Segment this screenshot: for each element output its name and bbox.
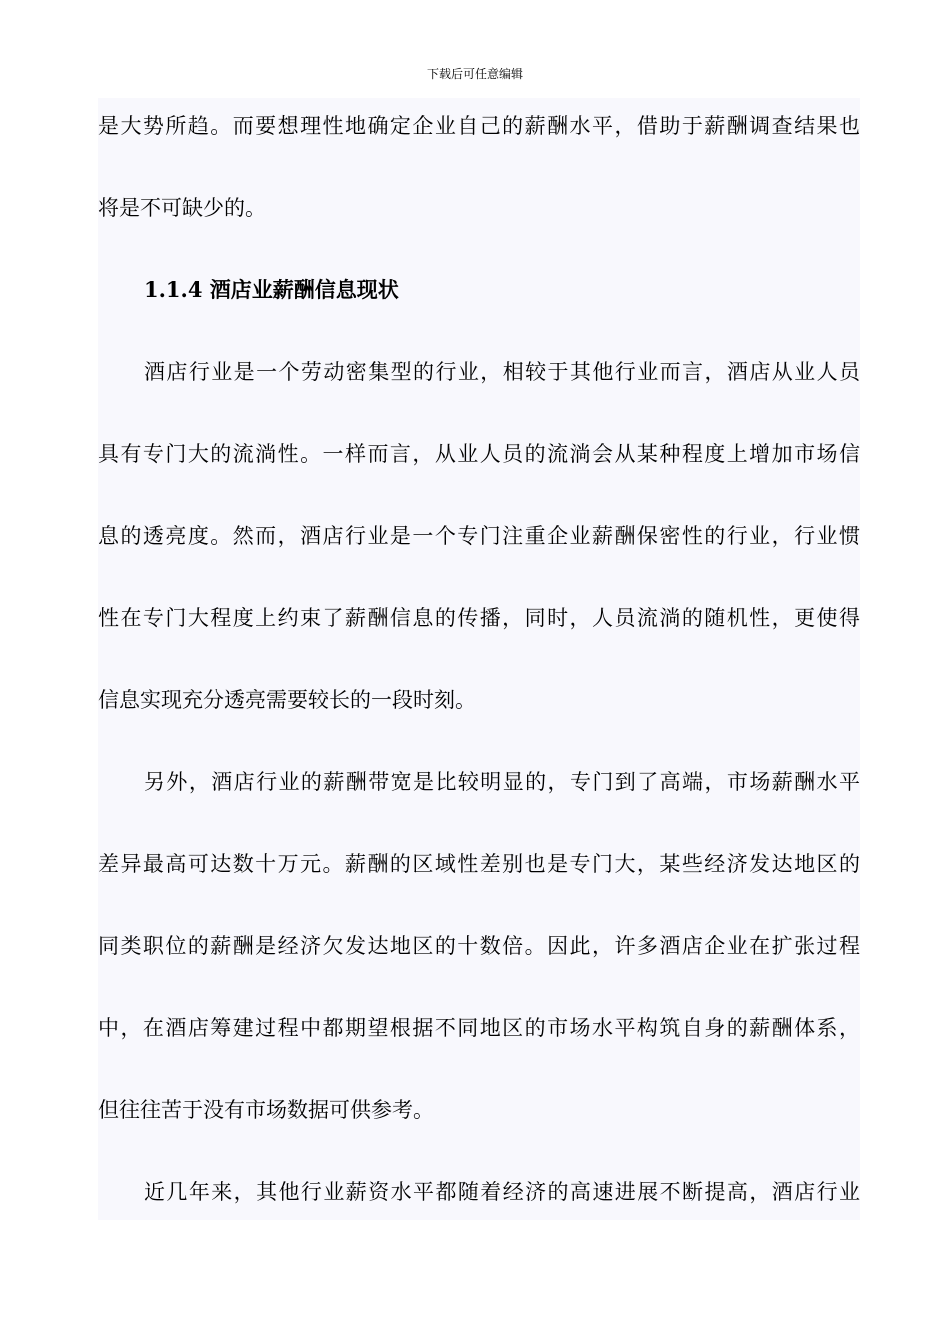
text-line: 酒店行业是一个劳动密集型的行业，相较于其他行业而言，酒店从业人员 (144, 360, 860, 384)
text-line: 但往往苦于没有市场数据可供参考。 (98, 1098, 434, 1122)
text-line: 信息实现充分透亮需要较长的一段时刻。 (98, 688, 476, 712)
text-line: 息的透亮度。然而，酒店行业是一个专门注重企业薪酬保密性的行业，行业惯 (98, 524, 860, 548)
document-body (98, 98, 860, 1220)
text-line: 近几年来，其他行业薪资水平都随着经济的高速进展不断提高，酒店行业 (144, 1180, 860, 1204)
text-line: 将是不可缺少的。 (98, 196, 266, 220)
text-line: 是大势所趋。而要想理性地确定企业自己的薪酬水平，借助于薪酬调查结果也 (98, 114, 860, 138)
page-header: 下载后可任意编辑 (426, 67, 523, 81)
text-line: 差异最高可达数十万元。薪酬的区域性差别也是专门大，某些经济发达地区的 (98, 852, 860, 876)
text-line: 性在专门大程度上约束了薪酬信息的传播，同时，人员流淌的随机性，更使得 (98, 606, 860, 630)
text-line: 中，在酒店筹建过程中都期望根据不同地区的市场水平构筑自身的薪酬体系， (98, 1016, 860, 1040)
section-heading: 1.1.4 酒店业薪酬信息现状 (144, 277, 399, 302)
text-line: 另外，酒店行业的薪酬带宽是比较明显的，专门到了高端，市场薪酬水平 (144, 770, 860, 794)
text-line: 同类职位的薪酬是经济欠发达地区的十数倍。因此，许多酒店企业在扩张过程 (98, 934, 860, 958)
text-line: 具有专门大的流淌性。一样而言，从业人员的流淌会从某种程度上增加市场信 (98, 442, 860, 466)
